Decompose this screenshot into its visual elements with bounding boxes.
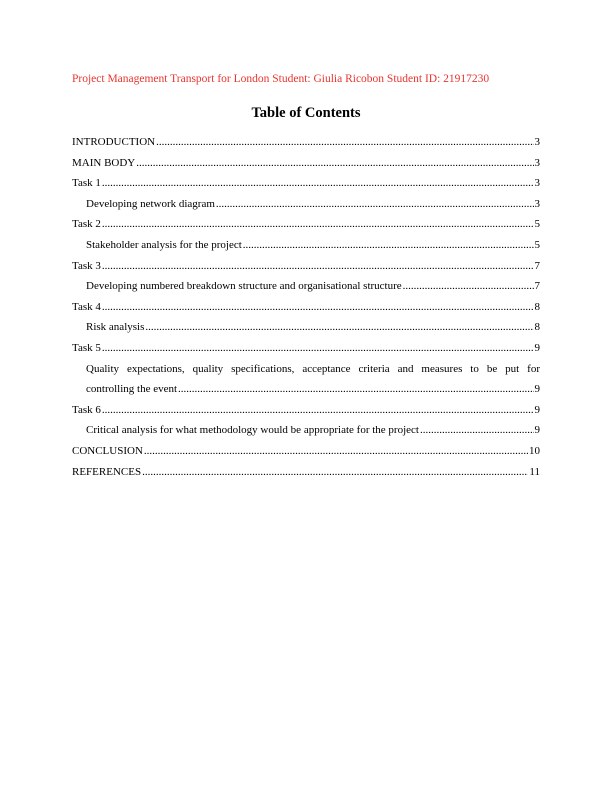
toc-entry-label-line1: Quality expectations, quality specifications, acceptance criteria and measures to be put for xyxy=(86,362,540,375)
page-header: Project Management Transport for London Student: Giulia Ricobon Student ID: 21917230 xyxy=(72,73,490,85)
toc-page-number: 7 xyxy=(534,259,540,272)
toc-entry-task-6[interactable] xyxy=(72,400,540,421)
toc-entry-network-diagram[interactable] xyxy=(72,194,540,215)
toc-entry-task-5[interactable] xyxy=(72,338,540,359)
toc-page-number: 3 xyxy=(534,136,540,148)
toc-leader-dots xyxy=(102,214,534,235)
toc-entry-label: Task 1 xyxy=(72,177,101,190)
toc-entry-label: Stakeholder analysis for the project xyxy=(86,238,242,251)
toc-entry-label: Task 6 xyxy=(72,403,101,416)
toc-leader-dots xyxy=(145,317,533,338)
toc-page-number: 9 xyxy=(534,424,540,437)
toc-entry-label: INTRODUCTION xyxy=(72,136,156,148)
table-of-contents xyxy=(72,132,540,482)
toc-entry-introduction[interactable] xyxy=(72,132,540,153)
toc-page-number: 9 xyxy=(534,383,540,396)
toc-page-number: 3 xyxy=(534,177,540,190)
toc-entry-label: Critical analysis for what methodology would be appropriate for the project xyxy=(86,424,419,437)
toc-entry-label: MAIN BODY xyxy=(72,156,136,169)
toc-entry-conclusion[interactable] xyxy=(72,441,540,462)
toc-entry-label: Risk analysis xyxy=(86,321,145,334)
toc-entry-methodology-analysis[interactable] xyxy=(72,420,540,441)
toc-entry-breakdown-structure[interactable] xyxy=(72,276,540,297)
toc-entry-task-4[interactable] xyxy=(72,297,540,318)
toc-entry-label: CONCLUSION xyxy=(72,444,143,457)
toc-entry-label: Task 3 xyxy=(72,259,101,272)
toc-leader-dots xyxy=(420,420,534,441)
toc-leader-dots xyxy=(403,276,534,297)
toc-page-number: 5 xyxy=(534,218,540,231)
toc-entry-risk-analysis[interactable] xyxy=(72,317,540,338)
toc-leader-dots xyxy=(136,153,533,174)
toc-leader-dots xyxy=(102,173,534,194)
toc-leader-dots xyxy=(102,297,534,318)
toc-leader-dots xyxy=(144,441,528,462)
toc-entry-label: REFERENCES xyxy=(72,465,142,478)
toc-page-number: 8 xyxy=(534,300,540,313)
toc-entry-label-line2: controlling the event xyxy=(86,383,178,396)
toc-page-number: 8 xyxy=(534,321,540,334)
toc-title: Table of Contents xyxy=(251,105,361,121)
toc-leader-dots xyxy=(102,256,534,277)
toc-entry-label: Developing numbered breakdown structure and organisational structure xyxy=(86,280,402,293)
toc-entry-label: Developing network diagram xyxy=(86,197,215,210)
toc-leader-dots xyxy=(102,400,534,421)
toc-page-number: 10 xyxy=(529,444,540,457)
toc-entry-label: Task 5 xyxy=(72,341,101,354)
toc-entry-stakeholder-analysis[interactable] xyxy=(72,235,540,256)
toc-page-number: 5 xyxy=(534,238,540,251)
toc-entry-label: Task 4 xyxy=(72,300,101,313)
toc-leader-dots xyxy=(102,338,534,359)
toc-entry-task-2[interactable] xyxy=(72,214,540,235)
toc-page-number: 11 xyxy=(529,465,540,478)
toc-leader-dots xyxy=(156,132,533,153)
toc-page-number: 3 xyxy=(534,156,540,169)
toc-leader-dots xyxy=(142,462,528,483)
toc-entry-label: Task 2 xyxy=(72,218,101,231)
toc-leader-dots xyxy=(216,194,534,215)
toc-page-number: 3 xyxy=(534,197,540,210)
toc-entry-references[interactable] xyxy=(72,462,540,483)
toc-leader-dots xyxy=(243,235,534,256)
toc-leader-dots xyxy=(178,379,533,400)
toc-entry-task-1[interactable] xyxy=(72,173,540,194)
toc-page-number: 9 xyxy=(534,403,540,416)
toc-entry-main-body[interactable] xyxy=(72,153,540,174)
toc-page-number: 7 xyxy=(534,280,540,293)
toc-page-number: 9 xyxy=(534,341,540,354)
toc-entry-task-3[interactable] xyxy=(72,256,540,277)
toc-entry-quality-expectations[interactable] xyxy=(72,359,540,400)
